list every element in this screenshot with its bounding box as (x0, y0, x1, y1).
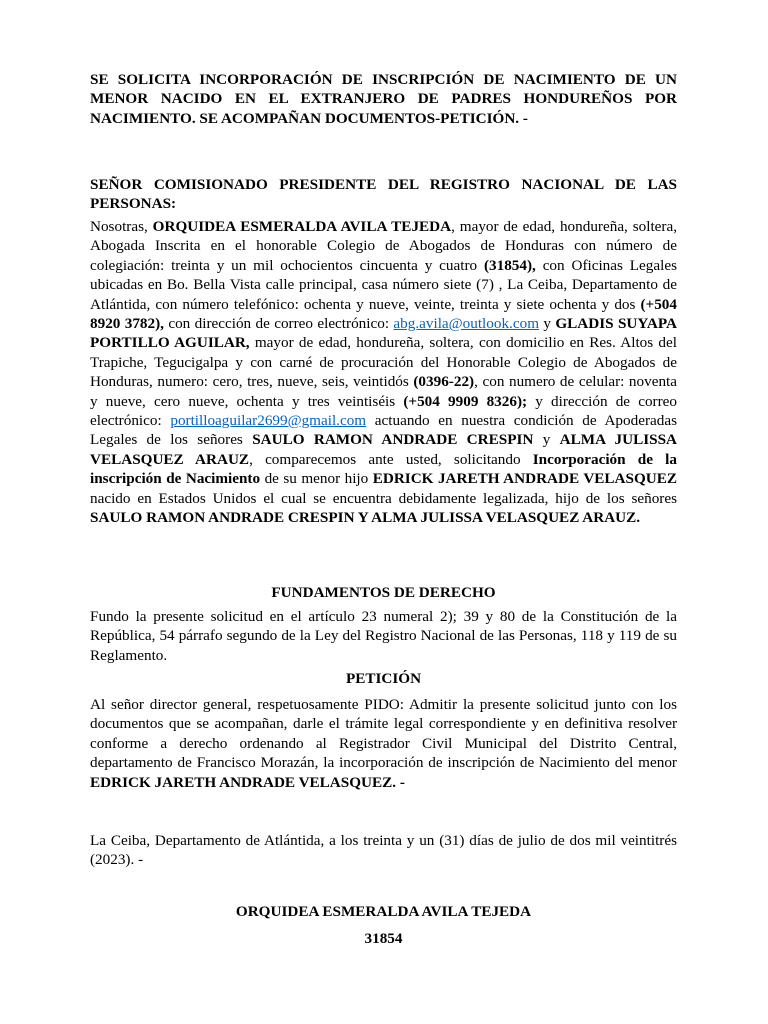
client-name-2: ALMA JULISSA VELASQUEZ ARAUZ (90, 431, 678, 468)
minor-name: EDRICK JARETH ANDRADE VELASQUEZ (372, 470, 677, 488)
body-text: , comparecemos ante usted, solicitando (249, 450, 533, 468)
body-text: de su menor hijo (260, 470, 373, 488)
fundamentos-paragraph: Fundo la presente solicitud en el artículo 23 numeral 2); 39 y 80 de la Constitución de la República, 54 párrafo segundo de la Ley del Registro Nacional de las Personas, 118 y 119 de su Reglamento. (90, 608, 677, 664)
phone-number-1: (+504 8920 3782), (90, 295, 677, 333)
email-link-2[interactable]: portilloaguilar2699@gmail.com (170, 412, 367, 430)
colegiacion-number: (31854), (483, 256, 536, 274)
body-text: mayor de edad, hondureña, soltera, con domicilio en Res. Altos del Trapiche, Tegucigalpa y con carné de procuración del Honorable Colegio de Abogados de Honduras, numero: cero, tres, nueve, seis, veintidós (90, 334, 677, 391)
body-text: y (533, 431, 560, 449)
body-text: y dirección de correo electrónico: (90, 392, 678, 430)
closing-paragraph: La Ceiba, Departamento de Atlántida, a los treinta y un (31) días de julio de dos mil veintitrés (2023). - (90, 832, 677, 869)
body-text: actuando en nuestra condición de Apoderadas Legales de los señores (90, 412, 677, 449)
peticion-heading: PETICIÓN (345, 670, 422, 687)
carne-number: (0396-22) (413, 373, 475, 391)
body-text: , mayor de edad, hondureña, soltera, Abogada Inscrita en el honorable Colegio de Abogados de Honduras con número de colegiación: treinta y un mil ochocientos cincuenta y cuatro (90, 218, 677, 274)
fundamentos-heading: FUNDAMENTOS DE DERECHO (271, 584, 496, 601)
body-text: Nosotras, (90, 218, 153, 235)
attorney-name-1: ORQUIDEA ESMERALDA AVILA TEJEDA (152, 218, 452, 235)
body-text: y (539, 315, 556, 333)
peticion-text: Al señor director general, respetuosamente PIDO: Admitir la presente solicitud junto con los documentos que se acompañan, darle el trámite legal correspondiente y en definitiva resolver conforme a derecho ordenando al Registrador Civil Municipal del Distrito Central, departamento de Francisco Morazán, la incorporación de inscripción de Nacimiento del menor (90, 696, 677, 772)
phone-number-2: (+504 9909 8326); (403, 392, 528, 410)
client-name-1: SAULO RAMON ANDRADE CRESPIN (252, 431, 534, 449)
body-text: con dirección de correo electrónico: (163, 315, 394, 333)
body-paragraph (90, 217, 677, 528)
attorney-name-2: GLADIS SUYAPA PORTILLO AGUILAR, (90, 315, 678, 352)
peticion-paragraph (90, 695, 677, 792)
parents-names: SAULO RAMON ANDRADE CRESPIN Y ALMA JULISSA VELASQUEZ ARAUZ. (90, 509, 641, 527)
peticion-minor-name: EDRICK JARETH ANDRADE VELASQUEZ. - (90, 773, 405, 791)
addressee: SEÑOR COMISIONADO PRESIDENTE DEL REGISTRO NACIONAL DE LAS PERSONAS: (90, 176, 677, 213)
email-link-1[interactable]: abg.avila@outlook.com (393, 315, 540, 333)
body-text: nacido en Estados Unidos el cual se encuentra debidamente legalizada, hijo de los señores (90, 489, 677, 507)
body-text: con Oficinas Legales ubicadas en Bo. Bella Vista calle principal, casa número siete (7) , La Ceiba, Departamento de Atlántida, con número telefónico: ochenta y nueve, veinte, treinta y siete ochenta y dos (90, 256, 677, 313)
document-subject: SE SOLICITA INCORPORACIÓN DE INSCRIPCIÓN DE NACIMIENTO DE UN MENOR NACIDO EN EL EXTRANJERO DE PADRES HONDUREÑOS POR NACIMIENTO. SE ACOMPAÑAN DOCUMENTOS-PETICIÓN. - (90, 71, 677, 127)
body-text: , con numero de celular: noventa y nueve, cero nueve, ochenta y tres veintiséis (90, 373, 677, 410)
signature-name: ORQUIDEA ESMERALDA AVILA TEJEDA (235, 903, 532, 920)
request-title: Incorporación de la inscripción de Nacimiento (90, 450, 677, 488)
signature-number: 31854 (364, 930, 403, 947)
